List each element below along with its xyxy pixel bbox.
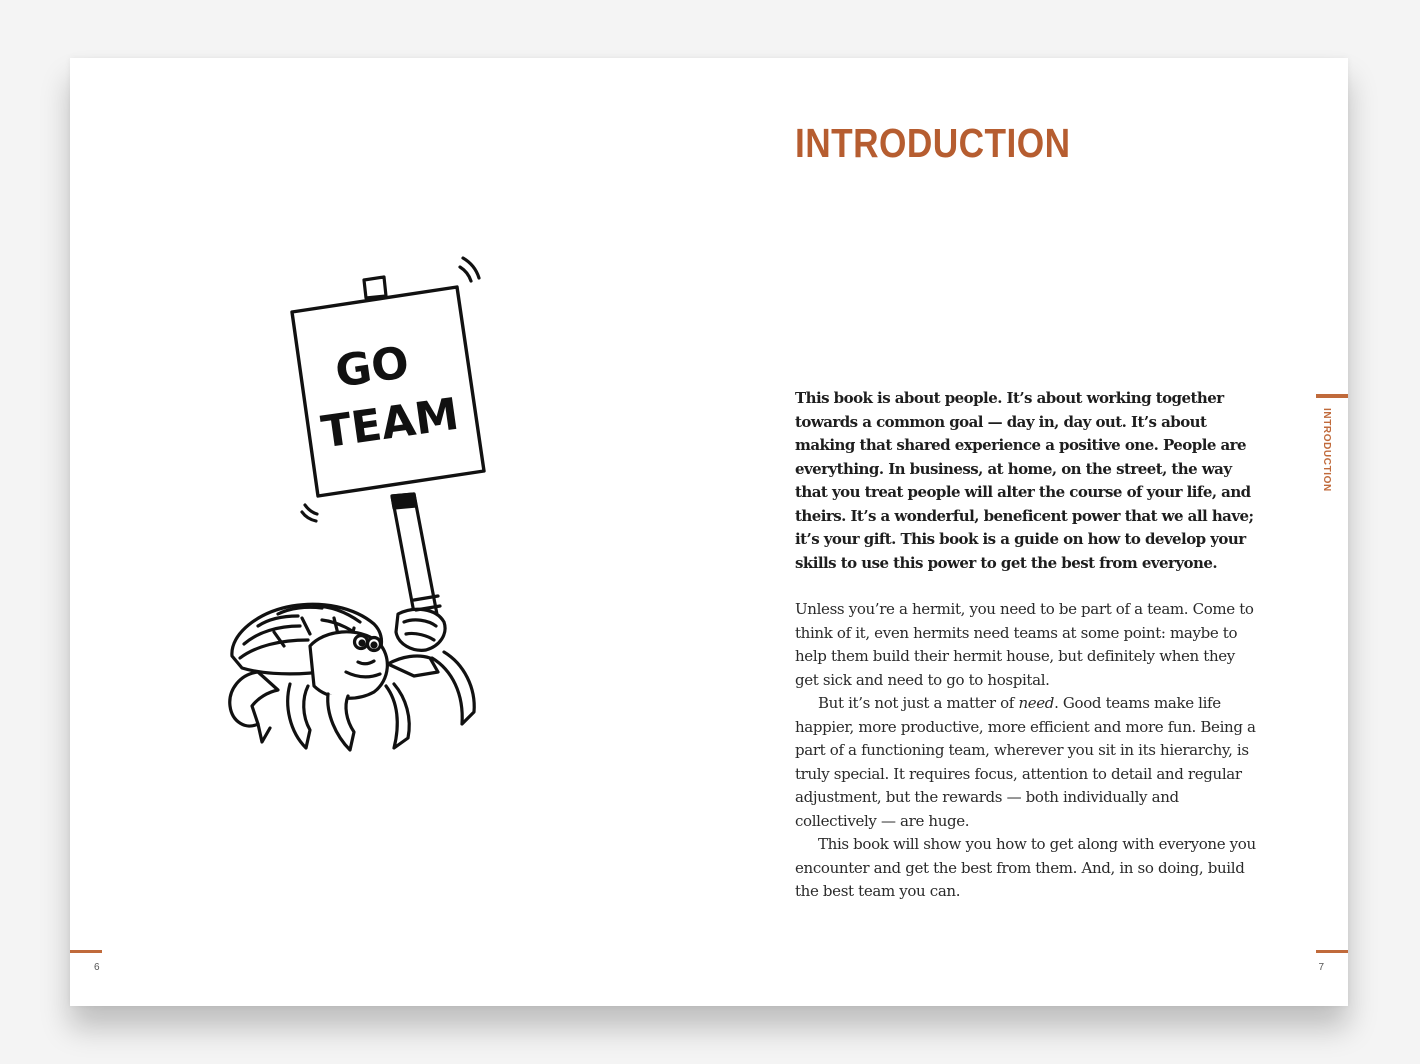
folio-rule-left (70, 950, 102, 953)
paragraph-text: But it’s not just a matter of (818, 694, 1019, 712)
chapter-title: INTRODUCTION (795, 120, 1071, 166)
right-page (709, 58, 1348, 1006)
motion-mark (463, 258, 479, 278)
paragraph-text: . Good teams make life happier, more productive, more efficient and more fun. Being a part of a functioning team, wherever you sit in its hierarchy, is truly special. It requires focus, attention to detail and regular adjustment, but the rewards — both individually and collectively — are huge. (795, 694, 1256, 830)
paragraph: Unless you’re a hermit, you need to be part of a team. Come to think of it, even hermits need teams at some point: maybe to help them build their hermit house, but definitely when they get sick and need to go to hospital. (795, 600, 1254, 689)
emphasis-text: need (1018, 694, 1055, 712)
motion-mark (305, 505, 317, 514)
running-head-label: INTRODUCTION (1321, 408, 1332, 492)
paragraph (795, 692, 1257, 833)
paragraph: This book will show you how to get along with everyone you encounter and get the best from them. And, in so doing, build the best team you can. (795, 835, 1256, 900)
folio-rule-right (1316, 950, 1348, 953)
body-text (795, 387, 1257, 904)
page-number-left: 6 (94, 962, 100, 973)
sign-text-go: GO (332, 337, 413, 398)
sign-text-team: TEAM (318, 388, 462, 459)
running-head-bar (1316, 394, 1348, 398)
running-head (1316, 394, 1348, 504)
page-number-right: 7 (1318, 962, 1324, 973)
left-page (70, 58, 709, 1006)
hermit-crab-go-team-illustration (218, 254, 488, 759)
lead-paragraph: This book is about people. It’s about working together towards a common goal — day in, day out. It’s about making that shared experience a positive one. People are everything. In business, at home, on the street, the way that you treat people will alter the course of your life, and theirs. It’s a wonderful, beneficent power that we all have; it’s your gift. This book is a guide on how to develop your skills to use this power to get the best from everyone. (795, 389, 1254, 572)
book-spread (70, 58, 1348, 1006)
motion-mark (460, 267, 471, 281)
